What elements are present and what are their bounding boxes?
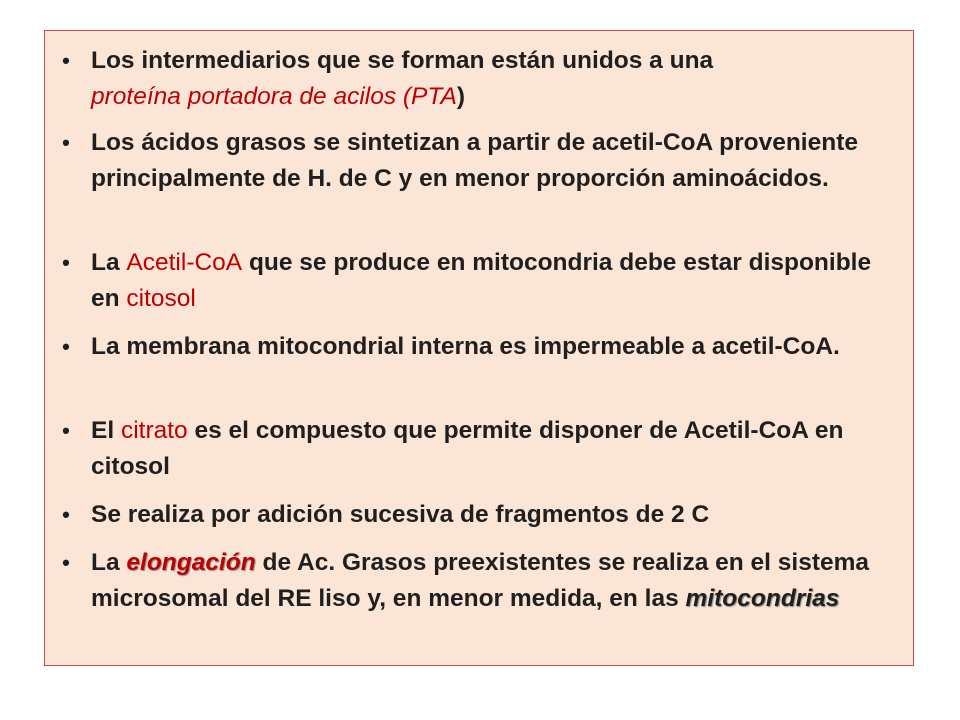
bullet-text: La membrana mitocondrial interna es impermeable a acetil-CoA. [91, 333, 840, 360]
bullet-text: Los intermediarios que se forman están unidos a una [91, 47, 714, 74]
bullet-dot-icon: • [62, 418, 70, 443]
bullet-text: La [91, 549, 127, 576]
bullet-item-2 [62, 125, 891, 197]
highlight-elongacion: elongación [126, 549, 256, 576]
bullet-dot-icon: • [62, 502, 70, 527]
bullet-text: El [91, 417, 121, 444]
bullet-text: Los ácidos grasos se sintetizan a partir de acetil-CoA proveniente principalmente de H. de C y en menor proporción aminoácidos. [91, 129, 858, 192]
bullet-dot-icon: • [62, 130, 70, 155]
bullet-dot-icon: • [62, 550, 70, 575]
bullet-text: La [91, 249, 127, 276]
highlight-mitocondrias: mitocondrias [685, 585, 840, 612]
highlight-acetil-coa: Acetil-CoA [126, 249, 243, 276]
slide-content-panel [44, 30, 914, 666]
highlight-pta: proteína portadora de acilos (PTA [91, 83, 457, 110]
bullet-text: ) [456, 83, 466, 110]
bullet-item-5 [62, 413, 891, 485]
bullet-item-6 [62, 497, 891, 533]
bullet-text: Se realiza por adición sucesiva de fragmentos de 2 C [91, 501, 710, 528]
bullet-dot-icon: • [62, 48, 70, 73]
bullet-item-4 [62, 329, 891, 365]
bullet-dot-icon: • [62, 250, 70, 275]
bullet-item-1 [62, 43, 891, 115]
bullet-text: es el compuesto que permite disponer de Acetil-CoA en citosol [91, 417, 844, 480]
bullet-item-3 [62, 245, 891, 317]
bullet-text: de Ac. Grasos preexistentes se realiza en el sistema microsomal del RE liso y, en menor medida, en las [91, 549, 870, 612]
bullet-text: que se produce en mitocondria debe estar disponible en [91, 249, 872, 312]
highlight-citosol: citosol [126, 285, 196, 312]
bullet-item-7 [62, 545, 891, 617]
highlight-citrato: citrato [120, 417, 188, 444]
bullet-dot-icon: • [62, 334, 70, 359]
